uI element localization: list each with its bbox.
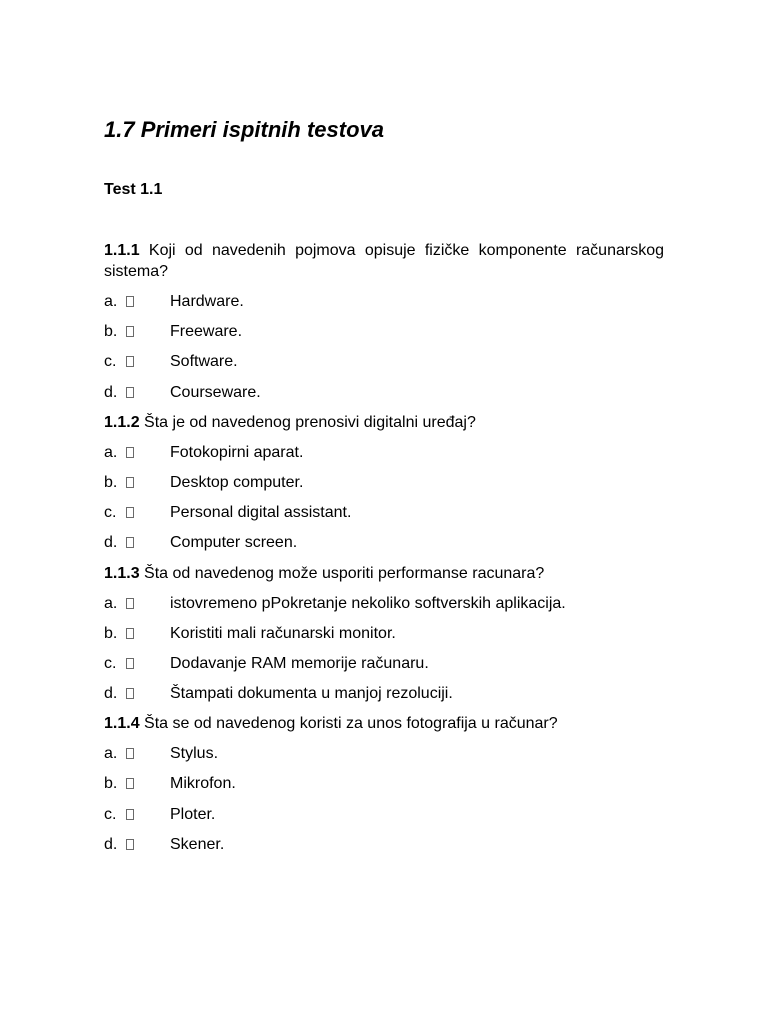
checkbox-icon[interactable] — [126, 477, 134, 488]
option-text: Personal digital assistant. — [170, 504, 352, 522]
checkbox-icon[interactable] — [126, 537, 134, 548]
answer-option[interactable] — [104, 291, 664, 321]
option-letter: c. — [104, 353, 117, 371]
answer-option[interactable] — [104, 502, 664, 532]
checkbox-icon[interactable] — [126, 658, 134, 669]
question-body: Šta se od navedenog koristi za unos fotografija u računar? — [144, 715, 558, 733]
checkbox-icon[interactable] — [126, 748, 134, 759]
option-text: istovremeno pPokretanje nekoliko softverskih aplikacija. — [170, 594, 566, 612]
answer-option[interactable] — [104, 472, 664, 502]
question-text — [104, 563, 664, 584]
question-number: 1.1.3 — [104, 564, 140, 582]
option-text: Fotokopirni aparat. — [170, 443, 304, 461]
answer-option[interactable] — [104, 834, 664, 864]
question-text — [104, 240, 664, 282]
checkbox-icon[interactable] — [126, 356, 134, 367]
option-text: Courseware. — [170, 383, 261, 401]
answer-option[interactable] — [104, 773, 664, 803]
answer-option[interactable] — [104, 442, 664, 472]
option-text: Dodavanje RAM memorije računaru. — [170, 654, 429, 672]
option-text: Koristiti mali računarski monitor. — [170, 624, 396, 642]
option-letter: b. — [104, 775, 118, 793]
question-block — [104, 412, 664, 563]
answer-option[interactable] — [104, 593, 664, 623]
question-list — [104, 240, 664, 864]
checkbox-icon[interactable] — [126, 387, 134, 398]
option-text: Computer screen. — [170, 534, 298, 552]
checkbox-icon[interactable] — [126, 598, 134, 609]
option-letter: b. — [104, 624, 118, 642]
question-block — [104, 713, 664, 864]
option-letter: a. — [104, 293, 118, 310]
question-block — [104, 240, 664, 412]
answer-option[interactable] — [104, 321, 664, 351]
option-text: Skener. — [170, 835, 225, 853]
question-body: Koji od navedenih pojmova opisuje fizičke komponente računarskog sistema? — [104, 242, 664, 280]
checkbox-icon[interactable] — [126, 507, 134, 518]
checkbox-icon[interactable] — [126, 296, 134, 307]
answer-option[interactable] — [104, 623, 664, 653]
checkbox-icon[interactable] — [126, 778, 134, 789]
option-text: Štampati dokumenta u manjoj rezoluciji. — [170, 685, 453, 703]
option-letter: b. — [104, 473, 118, 491]
option-letter: d. — [104, 835, 118, 853]
option-text: Software. — [170, 353, 238, 371]
question-body: Šta od navedenog može usporiti performanse racunara? — [144, 564, 545, 582]
question-number: 1.1.4 — [104, 715, 140, 733]
option-letter: a. — [104, 594, 118, 612]
option-letter: d. — [104, 685, 118, 703]
answer-option[interactable] — [104, 804, 664, 834]
checkbox-icon[interactable] — [126, 809, 134, 820]
option-letter: b. — [104, 323, 118, 341]
answer-option[interactable] — [104, 683, 664, 713]
question-text — [104, 713, 664, 734]
option-text: Desktop computer. — [170, 473, 304, 491]
answer-option[interactable] — [104, 351, 664, 381]
checkbox-icon[interactable] — [126, 839, 134, 850]
option-letter: d. — [104, 534, 118, 552]
option-letter: c. — [104, 805, 117, 823]
checkbox-icon[interactable] — [126, 326, 134, 337]
question-number: 1.1.2 — [104, 413, 140, 431]
option-letter: c. — [104, 504, 117, 522]
section-heading: 1.7 Primeri ispitnih testova — [104, 117, 384, 142]
question-number: 1.1.1 — [104, 242, 140, 259]
checkbox-icon[interactable] — [126, 628, 134, 639]
answer-option[interactable] — [104, 382, 664, 412]
question-body: Šta je od navedenog prenosivi digitalni uređaj? — [144, 413, 476, 431]
checkbox-icon[interactable] — [126, 447, 134, 458]
option-text: Stylus. — [170, 745, 219, 763]
test-title: Test 1.1 — [104, 181, 163, 198]
option-letter: a. — [104, 443, 118, 461]
question-text — [104, 412, 664, 433]
option-letter: c. — [104, 654, 117, 672]
option-text: Ploter. — [170, 805, 216, 823]
answer-option[interactable] — [104, 653, 664, 683]
document-page — [104, 0, 664, 1024]
option-text: Hardware. — [170, 293, 244, 310]
question-block — [104, 563, 664, 714]
option-text: Mikrofon. — [170, 775, 236, 793]
answer-option[interactable] — [104, 532, 664, 562]
answer-option[interactable] — [104, 743, 664, 773]
option-letter: d. — [104, 383, 118, 401]
option-text: Freeware. — [170, 323, 243, 341]
option-letter: a. — [104, 745, 118, 763]
checkbox-icon[interactable] — [126, 688, 134, 699]
